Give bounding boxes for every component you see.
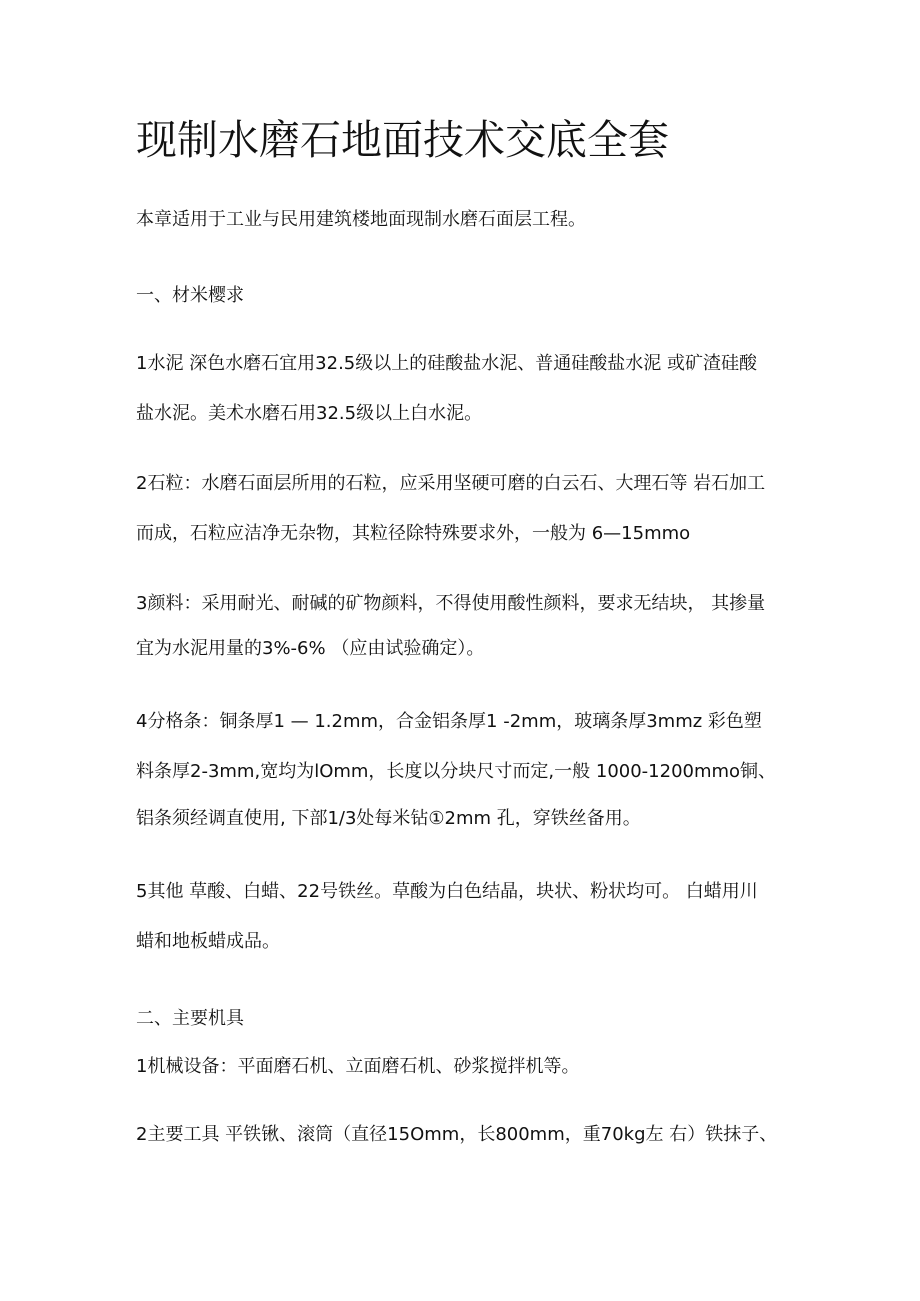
paragraph-other-line-1: 5其他 草酸、白蜡、22号铁丝。草酸为白色结晶，块状、粉状均可。 白蜡用川 [136,881,758,902]
intro-paragraph: 本章适用于工业与民用建筑楼地面现制水磨石面层工程。 [136,209,586,230]
paragraph-stone-line-2: 而成，石粒应洁净无杂物，其粒径除特殊要求外，一般为 6—15mmo [136,523,691,544]
paragraph-pigment-line-2: 宜为水泥用量的3%-6% （应由试验确定）。 [136,638,485,659]
paragraph-machinery-line-1: 1机械设备：平面磨石机、立面磨石机、砂浆搅拌机等。 [136,1056,580,1077]
paragraph-divider-strip-line-3: 铝条须经调直使用, 下部1/3处每米钻①2mm 孔，穿铁丝备用。 [136,808,641,829]
document-title: 现制水磨石地面技术交底全套 [136,116,669,164]
paragraph-cement-line-2: 盐水泥。美术水磨石用32.5级以上白水泥。 [136,403,483,424]
section-heading-equipment: 二、主要机具 [136,1008,244,1029]
paragraph-other-line-2: 蜡和地板蜡成品。 [136,931,280,952]
section-heading-materials: 一、材米樱求 [136,285,244,306]
paragraph-divider-strip-line-2: 料条厚2-3mm,宽均为lOmm，长度以分块尺寸而定,一般 1000-1200mmo铜、 [136,761,777,782]
paragraph-stone-line-1: 2石粒：水磨石面层所用的石粒，应采用坚硬可磨的白云石、大理石等 岩石加工 [136,473,766,494]
paragraph-tools-line-1: 2主要工具 平铁锹、滚筒（直径15Omm，长800mm，重70kg左 右）铁抹子、 [136,1124,778,1145]
paragraph-divider-strip-line-1: 4分格条：铜条厚1 — 1.2mm，合金铝条厚1 -2mm，玻璃条厚3mmz 彩色塑 [136,711,762,732]
paragraph-cement-line-1: 1水泥 深色水磨石宜用32.5级以上的硅酸盐水泥、普通硅酸盐水泥 或矿渣硅酸 [136,353,757,374]
paragraph-pigment-line-1: 3颜料：采用耐光、耐碱的矿物颜料，不得使用酸性颜料，要求无结块， 其掺量 [136,593,766,614]
